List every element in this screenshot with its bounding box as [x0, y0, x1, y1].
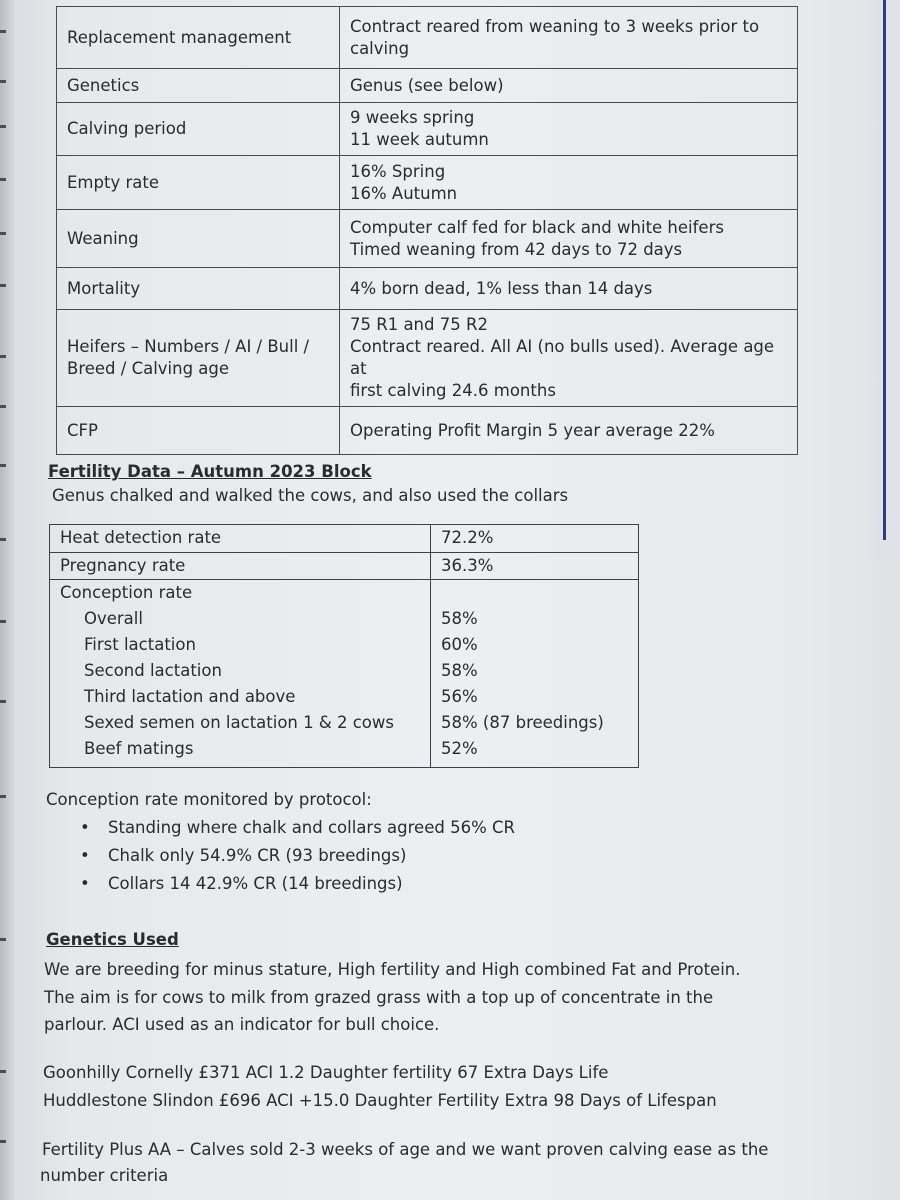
table-row [50, 552, 639, 580]
genetics-paragraph-line: parlour. ACI used as an indicator for bull choice. [44, 1015, 440, 1034]
row-value: Contract reared from weaning to 3 weeks prior to calving [340, 7, 798, 69]
row-label: Genetics [57, 69, 340, 103]
genetics-paragraph-line: The aim is for cows to milk from grazed grass with a top up of concentrate in the [44, 988, 714, 1007]
fertility-table [49, 524, 639, 768]
row-value: Computer calf fed for black and white heifers Timed weaning from 42 days to 72 days [340, 210, 798, 268]
row-value: Operating Profit Margin 5 year average 22% [340, 407, 798, 455]
fertility-intro: Genus chalked and walked the cows, and also used the collars [52, 486, 569, 505]
table-row [57, 407, 798, 455]
genetics-heading: Genetics Used [46, 930, 179, 949]
table-row [57, 156, 798, 210]
list-item: • Chalk only 54.9% CR (93 breedings) [80, 846, 407, 865]
table-row [57, 7, 798, 69]
row-value: 4% born dead, 1% less than 14 days [340, 268, 798, 310]
table-row [50, 580, 639, 768]
row-label: Conception rate Overall First lactation Second lactation Third lactation and above Sexed semen on lactation 1 & 2 cows Beef matings [50, 580, 431, 768]
row-label: Calving period [57, 103, 340, 156]
bull-entry: Huddlestone Slindon £696 ACI +15.0 Daughter Fertility Extra 98 Days of Lifespan [43, 1091, 717, 1110]
margin-marks [0, 0, 14, 1200]
row-label: Heifers – Numbers / AI / Bull / Breed / Calving age [57, 310, 340, 407]
bull-entry: Goonhilly Cornelly £371 ACI 1.2 Daughter fertility 67 Extra Days Life [43, 1063, 609, 1082]
list-item: • Standing where chalk and collars agreed 56% CR [80, 818, 515, 837]
row-label: Replacement management [57, 7, 340, 69]
farm-summary-table [56, 6, 798, 455]
row-label: Mortality [57, 268, 340, 310]
protocol-intro: Conception rate monitored by protocol: [46, 790, 372, 809]
row-label: Empty rate [57, 156, 340, 210]
table-row [57, 268, 798, 310]
row-value: Genus (see below) [340, 69, 798, 103]
note-line: Fertility Plus AA – Calves sold 2-3 weeks of age and we want proven calving ease as the [42, 1140, 769, 1159]
binder-line [883, 0, 886, 540]
row-value: 58% 60% 58% 56% 58% (87 breedings) 52% [431, 580, 639, 768]
genetics-paragraph-line: We are breeding for minus stature, High fertility and High combined Fat and Protein. [44, 960, 741, 979]
table-row [57, 103, 798, 156]
row-label: Heat detection rate [50, 525, 431, 553]
table-row [57, 69, 798, 103]
row-value: 36.3% [431, 552, 639, 580]
fertility-heading: Fertility Data – Autumn 2023 Block [48, 462, 372, 481]
table-row [57, 210, 798, 268]
row-value: 9 weeks spring 11 week autumn [340, 103, 798, 156]
table-row [57, 310, 798, 407]
table-row [50, 525, 639, 553]
row-label: CFP [57, 407, 340, 455]
row-value: 16% Spring 16% Autumn [340, 156, 798, 210]
row-label: Pregnancy rate [50, 552, 431, 580]
list-item: • Collars 14 42.9% CR (14 breedings) [80, 874, 403, 893]
row-label: Weaning [57, 210, 340, 268]
page-shadow [860, 0, 900, 560]
row-value: 75 R1 and 75 R2 Contract reared. All AI (no bulls used). Average age at first calving 24.6 months [340, 310, 798, 407]
row-value: 72.2% [431, 525, 639, 553]
note-line: number criteria [40, 1166, 169, 1185]
